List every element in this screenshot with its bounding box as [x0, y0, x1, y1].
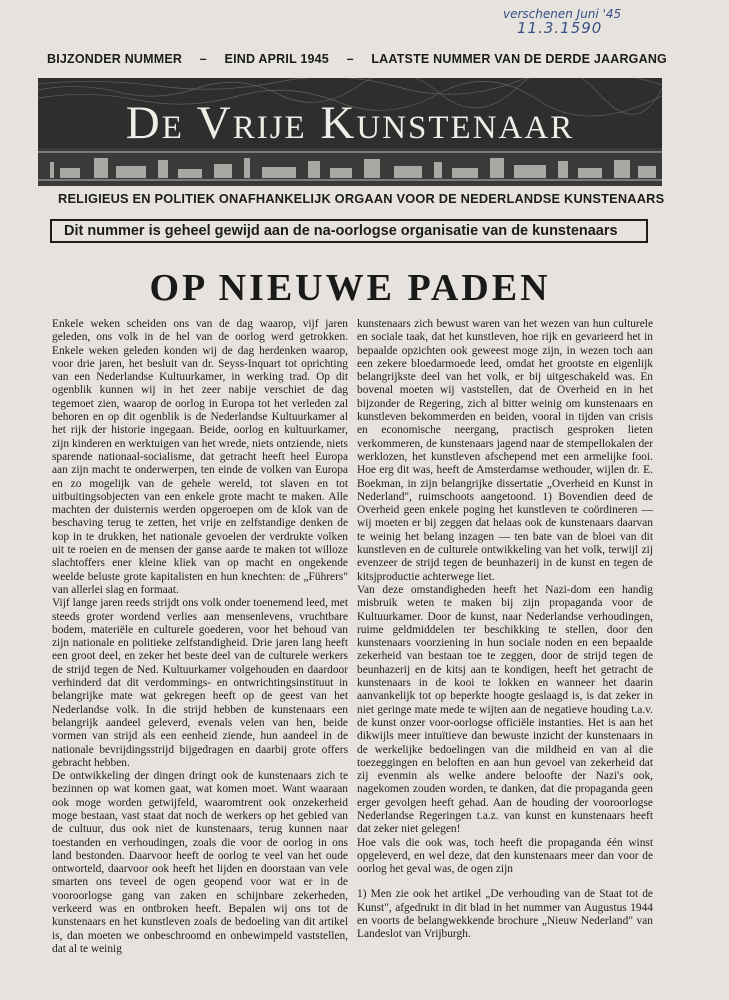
issue-edition: BIJZONDER NUMMER	[47, 52, 183, 66]
issue-date: EIND APRIL 1945	[224, 52, 329, 66]
handwritten-catalog-number: 11.3.1590	[517, 18, 603, 37]
issue-banner: Dit nummer is geheel gewijd aan de na-oorlogse organisatie van de kunstenaars	[50, 219, 648, 243]
article-paragraph: kunstenaars zich bewust waren van het wezen van hun culturele en sociale taak, dat het kunstleven, hoe rijk en gevarieerd het in bepaalde opzichten ook geweest moge zijn, in wezen toch aan een zekere bloedarmoede leed, omdat het grootste en eigenlijk belangrijkste deel van het volk, er bij uitgeschakeld was. En bovenal moeten wij vaststellen, dat de Overheid en in het bijzonder de Regering, zich al bitter weinig om kunstenaars en kunstleven bekommerden en beiden, vooral in tijden van crisis en economische neergang, practisch gesproken lieten verkommeren, de kunstenaars jagend naar de stempellokalen der werklozen, het kunstleven afschepend met een armelijke fooi. Hoe erg dit was, heeft de Amsterdamse wethouder, wijlen dr. E. Boekman, in zijn belangrijke dissertatie „Overheid en Kunst in Nederland", ruimschoots aangetoond. 1) Bovendien deed de Overheid geen enkele poging het kunstleven te coördineren — wij moeten er bij zeggen dat helaas ook de kunstenaars daarvan te weinig het belang inzagen — ten bate van de bloei van dit kunstleven en de culturele ontwikkeling van het volk, terwijl zij evenzeer de strijd tegen de beunhazerij in de kunst en tegen de kitsjproductie achterwege liet.	[357, 318, 653, 583]
article-paragraph: Hoe vals die ook was, toch heeft die propaganda één winst opgeleverd, en wel deze, dat den kunstenaars meer dan voor de oorlog het geval was, de ogen zijn	[357, 836, 653, 876]
article-title: OP NIEUWE PADEN	[149, 267, 551, 309]
article-paragraph: Vijf lange jaren reeds strijdt ons volk onder toenemend leed, met steeds groter wordend verlies aan mensenlevens, vruchtbare bodem, materiële en culturele goederen, voor het behoud van zijn nationale en politieke zelfstandigheid. Drie jaren lang heeft een groot deel, en zeker het beste deel van de culturele werkers de strijd tegen de Ned. Kultuurkamer volgehouden en daardoor verhinderd dat dit verdommings- en ontwrichtingsinstituut in belangrijke mate wat gekregen heeft op de geest van het Nederlandse volk. In die strijd hebben de kunstenaars een belangrijk aandeel geleverd, evenals velen van hen, beide vormen van strijd als een eenheid ziende, hun aandeel in de nationale bevrijdingsstrijd bijgedragen en daarbij grote offers gebracht hebben.	[52, 597, 348, 769]
issue-separator: –	[346, 52, 354, 66]
issue-volume: LAATSTE NUMMER VAN DE DERDE JAARGANG	[371, 52, 667, 66]
article-left-column	[52, 318, 348, 956]
article-paragraph: Enkele weken scheiden ons van de dag waarop, vijf jaren geleden, ons volk in de hel van de oorlog werd getrokken. Enkele weken geleden konden wij de dag herdenken waarop, voor drie jaren, het besluit van dr. Seyss-Inquart tot oprichting van een Nederlandse Kultuurkamer, in werking trad. Op dit ogenblik kunnen wij in het zeer nabije verschiet de dag tegemoet zien, waarop de oorlog in Europa tot het verleden zal behoren en op dit ogenblik is de Nederlandse Kultuurkamer al het rijk der historie ingegaan. Beide, oorlog en kultuurkamer, zijn kinderen en werktuigen van het wrede, niets ontziende, niets sparende nationaal-socialisme, dat getracht heeft heel Europa aan zijn macht te onderwerpen, ten einde de volken van Europa en zo mogelijk van de gehele wereld, tot slaven en tot uitbuitingsobjecten van een enkele grote macht te maken. Alle machten der duisternis werden opgeroepen om de klok van de beschaving terug te zetten, het vrije en zelfstandige denken de kop in te drukken, het nationale gevoelen der verdrukte volken uit te roeien en de mensen der ganse aarde te maken tot willoze slachtoffers ener kleine kliek van op macht en ongekende weelde beluste grote kapitalisten en hun knechten: de „Führers" van allerlei slag en formaat.	[52, 318, 348, 596]
article-paragraph: Van deze omstandigheden heeft het Nazi-dom een handig misbruik weten te maken bij zijn propaganda voor de Kultuurkamer. Door de kunst, naar Nederlandse verhoudingen, ruime geldmiddelen ter beschikking te stellen, door den kunstenaars voorziening in hun sociale noden en een bepaalde zekerheid van bestaan toe te zeggen, door de strijd tegen de beunhazerij en de kitsj aan te kondigen, heeft het getracht de kunstenaars in de kooi te lokken en wanneer het daarin aanvankelijk tot op beperkte hoogte geslaagd is, is dat zeker in niet geringe mate mede te wijten aan de negatieve houding t.a.v. de kunst onzer voor-oorlogse officiële instanties. Het is aan het dikwijls meer intuïtieve dan bewuste inzicht der kunstenaars in de werkelijke bedoelingen van die mildheid en van al die toezeggingen en beloften en aan hun gevoel van zekerheid dat zij evenmin als welke andere beloofte der Nazi's ook, nagekomen zouden worden, te danken, dat die propaganda geen erger gevolgen heeft gehad. Aan de houding der vooroorlogse Nederlandse Regeringen t.a.z. van kunst en kunstenaars heeft dat zeker niet gelegen!	[357, 583, 653, 836]
masthead-subtitle: RELIGIEUS EN POLITIEK ONAFHANKELIJK ORGAAN VOOR DE NEDERLANDSE KUNSTENAARS	[58, 191, 665, 206]
article-right-column	[357, 318, 653, 942]
masthead	[38, 78, 662, 186]
handwritten-date: verschenen Juni '45	[503, 7, 622, 21]
issue-header	[47, 52, 667, 66]
masthead-title: De Vrije Kunstenaar	[125, 97, 575, 149]
article-paragraph: De ontwikkeling der dingen dringt ook de kunstenaars zich te bezinnen op wat komen gaat, wat komen moet. Want waaraan ook moge worden getwijfeld, waaromtrent ook onzekerheid moge bestaan, vast staat dat noch de werkers op het gebied van de cultuur, dus ook niet de kunstenaars, terug kunnen naar toestanden en verhoudingen, zoals die voor de oorlog in ons land bestonden. Daarvoor heeft de oorlog te veel van het oude ontworteld, daarvoor ook heeft het lijden en doorstaan van vele smarten ons teveel de ogen geopend voor wat er in de vooroorlogse gang van zaken en schijnbare zekerheden, verkeerd was en ontbroken heeft. Bepalen wij ons tot de kunstenaars en het kunstleven zoals de bedoeling van dit artikel is, dan moeten we onbeschroomd en onbewimpeld vaststellen, dat al te weinig	[52, 770, 348, 955]
article-footnote: 1) Men zie ook het artikel „De verhouding van de Staat tot de Kunst", afgedrukt in dit blad in het nummer van Augustus 1944 en voorts de belangwekkende brochure „Nieuw Nederland" van Landeslot van Vrijburgh.	[357, 888, 653, 941]
issue-separator: –	[199, 52, 207, 66]
handwritten-note	[503, 8, 663, 36]
